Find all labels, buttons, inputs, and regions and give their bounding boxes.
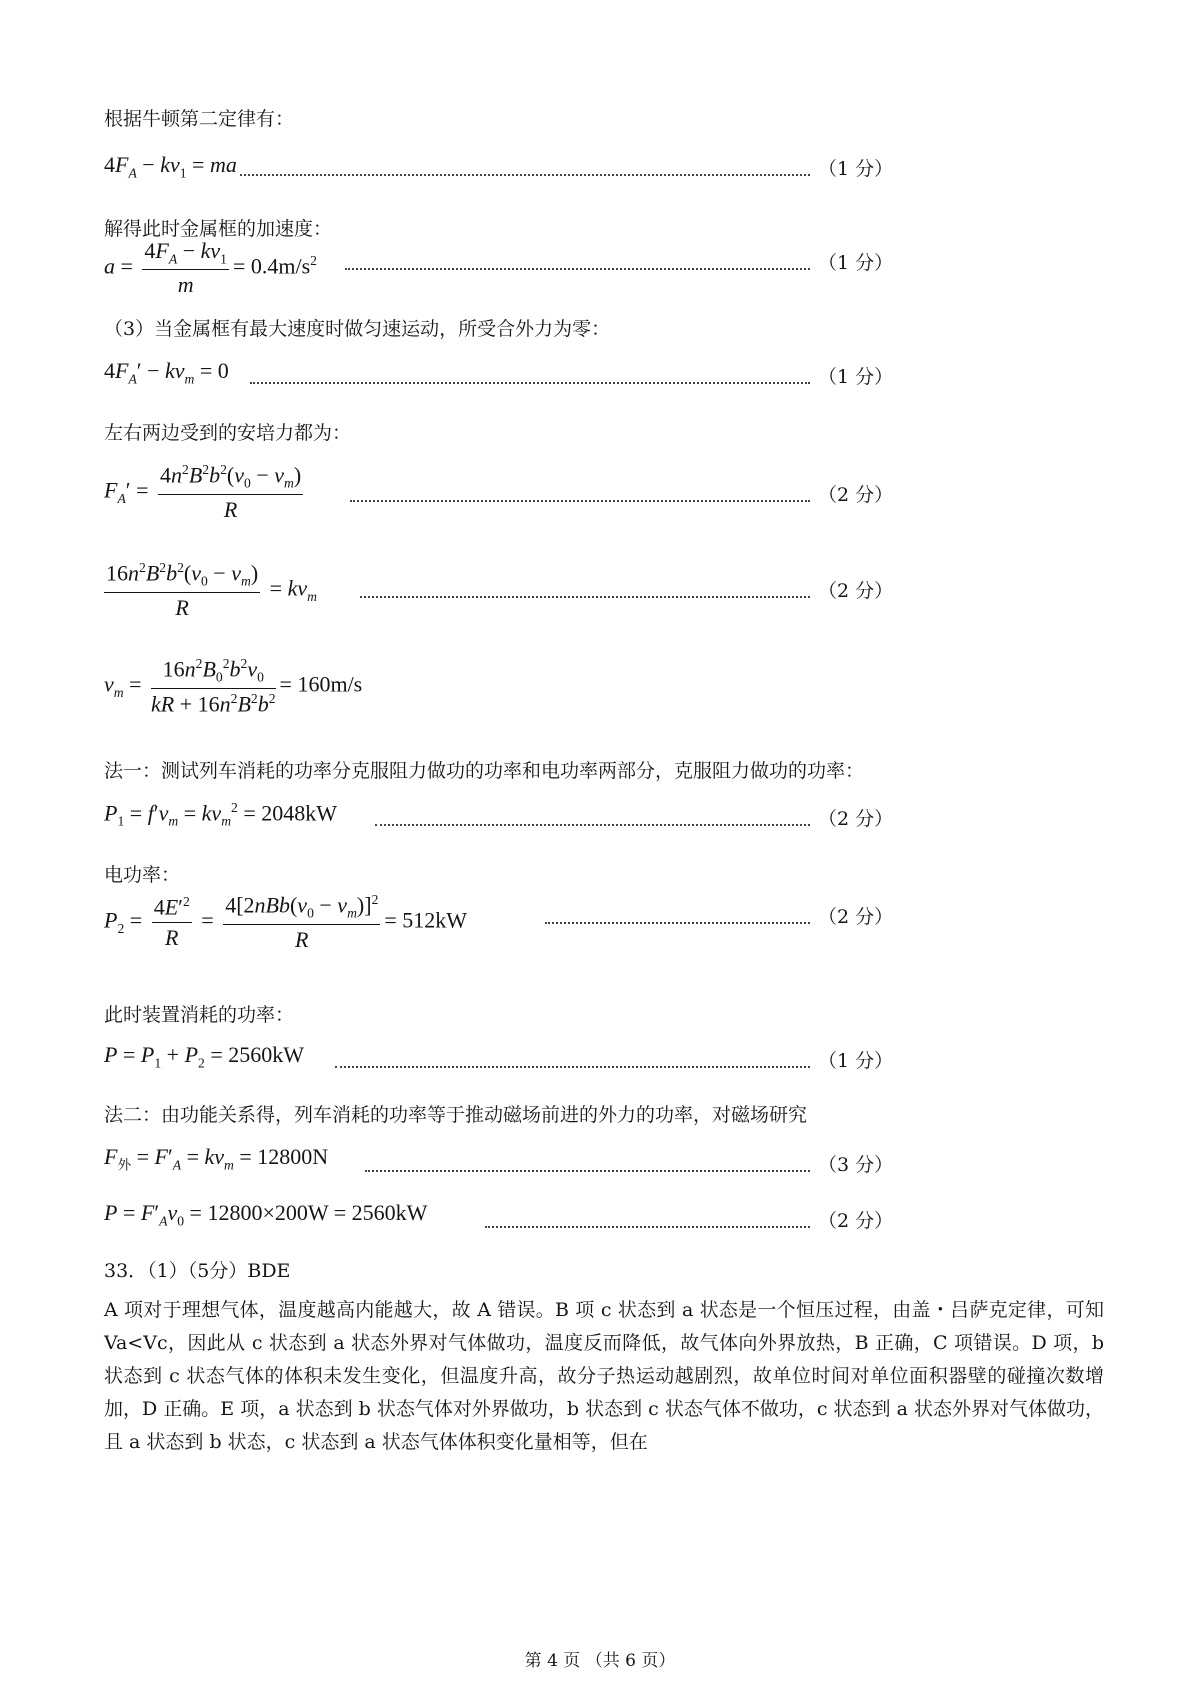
text-newton-law: 根据牛顿第二定律有：: [104, 108, 295, 130]
leader-dots: [335, 1066, 810, 1068]
equation-ampere-force: $F_A'$ = $\frac{4n^2B^2b^2(v_0 - v_m)}{R}$: [104, 462, 302, 522]
equation-newton: $4F_A - kv_1$ = ma: [104, 152, 237, 181]
equation-external-force: $F_外 = F'_A = kv_m = 12800N$: [104, 1144, 329, 1173]
score-mark: （1 分）: [818, 158, 894, 180]
leader-dots: [365, 1170, 810, 1172]
score-mark: （2 分）: [818, 1210, 894, 1232]
text-electric-power: 电功率：: [104, 864, 181, 886]
leader-dots: [545, 922, 810, 924]
question-33-answer: 33．（1）（5分）BDE: [104, 1260, 291, 1282]
text-method-one: 法一：测试列车消耗的功率分克服阻力做功的功率和电功率两部分，克服阻力做功的功率：: [104, 760, 865, 782]
score-mark: （2 分）: [818, 906, 894, 928]
leader-dots: [350, 500, 810, 502]
external-force-value: = 12800N: [239, 1144, 329, 1169]
field-power-value: = 12800×200W = 2560kW: [189, 1200, 428, 1225]
score-mark: （1 分）: [818, 366, 894, 388]
leader-dots: [345, 268, 810, 270]
equation-total-power: $P = P_1 + P_2 = 2560kW$: [104, 1042, 304, 1071]
score-mark: （2 分）: [818, 580, 894, 602]
equation-force-balance: $\frac{16n^2B^2b^2(v_0 - v_m)}{R}$ = $kv_m$: [106, 560, 317, 620]
equation-balance: $4F_A' - kv_m = 0$: [104, 358, 229, 387]
leader-dots: [240, 174, 810, 176]
equation-field-power: $P = F'_Av_0 = 12800\times 200W = 2560kW$: [104, 1200, 428, 1229]
equation-electric-power: $P_2$ = $\frac{4E'^2}{R}$ = $\frac{4[2nBb(v_0 - v_m)]^2}{R}$ = 512kW: [104, 892, 468, 952]
score-mark: （1 分）: [818, 1050, 894, 1072]
score-mark: （3 分）: [818, 1154, 894, 1176]
explanation-paragraph: A 项对于理想气体，温度越高内能越大，故 A 错误。B 项 c 状态到 a 状态是一个恒压过程，由盖・吕萨克定律，可知 Va<Vc，因此从 c 状态到 a 状态外界对气体做功，温度反而降低，故气体向外界放热，B 正确，C 项错误。D 项，b 状态到 c 状态气体的体积未发生变化，但温度升高，故分子热运动越剧烈，故单位时间对单位面积器壁的碰撞次数增加，D 正确。E 项，a 状态到 b 状态气体对外界做功，b 状态到 c 状态气体不做功，c 状态到 a 状态外界对气体做功，且 a 状态到 b 状态，c 状态到 a 状态气体体积变化量相等，但在: [104, 1299, 1104, 1453]
score-mark: （2 分）: [818, 808, 894, 830]
leader-dots: [360, 596, 810, 598]
leader-dots: [485, 1226, 810, 1228]
equation-resistance-power: $P_1 = f'v_m = kv_m^2 = 2048kW$: [104, 800, 338, 829]
acceleration-value: = 0.4m/s: [232, 253, 311, 279]
equation-max-velocity: $v_m$ = $\frac{16n^2B_0^2b^2v_0}{kR + 16n^2B^2b^2}$ = 160m/s: [104, 656, 363, 717]
leader-dots: [250, 382, 810, 384]
text-method-two: 法二：由功能关系得，列车消耗的功率等于推动磁场前进的外力的功率，对磁场研究: [104, 1104, 808, 1126]
text-solve-acceleration: 解得此时金属框的加速度：: [104, 218, 333, 240]
text-ampere-force: 左右两边受到的安培力都为：: [104, 422, 352, 444]
electric-power-value: = 512kW: [384, 907, 468, 933]
page-footer: 第 4 页 （共 6 页）: [524, 1651, 676, 1671]
score-mark: （1 分）: [818, 252, 894, 274]
max-velocity-value: = 160m/s: [279, 671, 363, 697]
leader-dots: [375, 824, 810, 826]
equation-acceleration: a = $\frac{4F_A - kv_1}{m}$ = $0.4m/s^2$: [104, 238, 317, 298]
text-device-power: 此时装置消耗的功率：: [104, 1004, 295, 1026]
text-max-speed: （3）当金属框有最大速度时做匀速运动，所受合外力为零：: [104, 318, 611, 340]
score-mark: （2 分）: [818, 484, 894, 506]
resistance-power-value: = 2048kW: [243, 800, 338, 826]
total-power-value: = 2560kW: [210, 1042, 304, 1067]
